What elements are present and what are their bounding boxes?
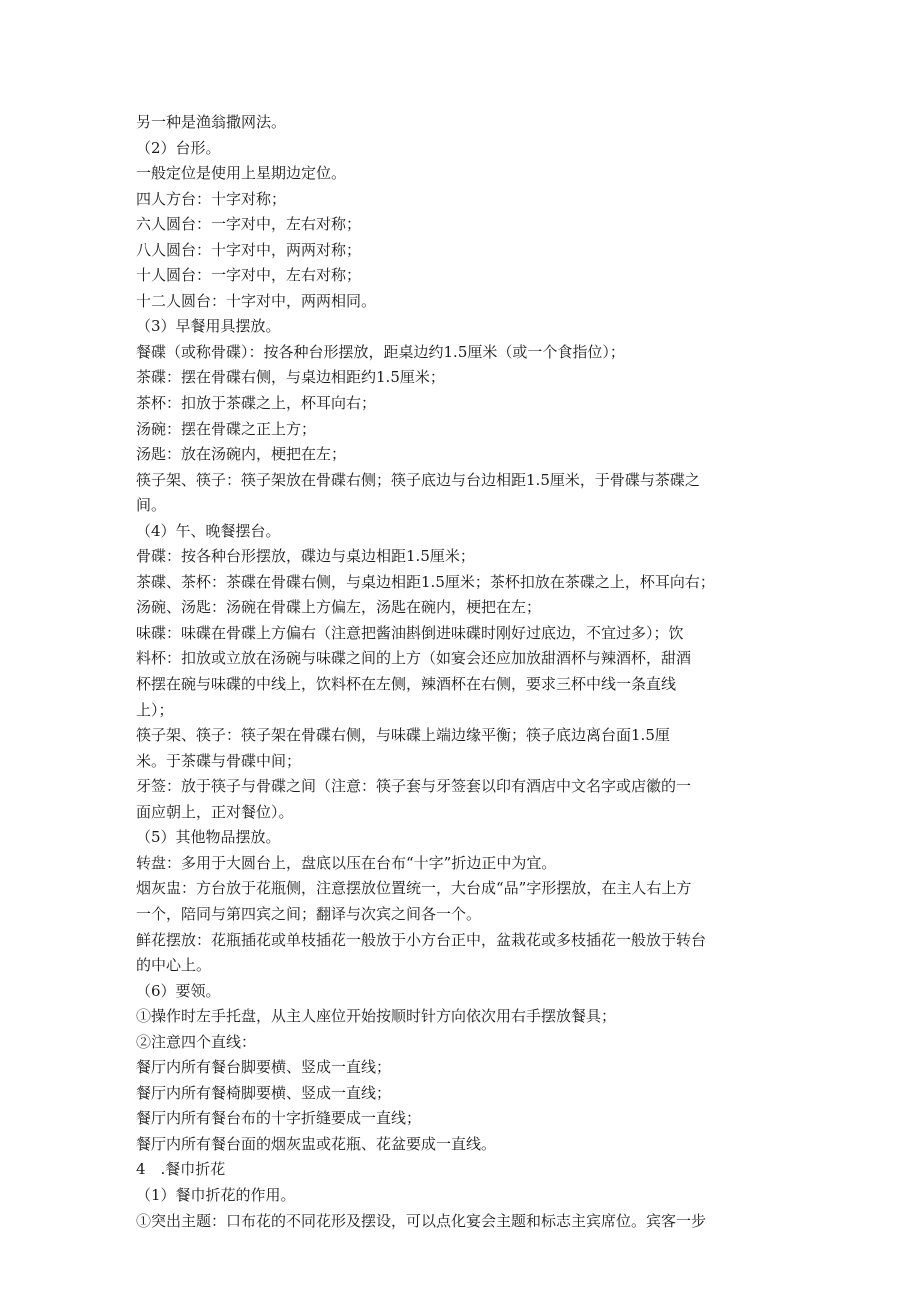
text-line: 餐厅内所有餐台脚要横、竖成一直线； [136,1058,392,1077]
text-line: 汤碗、汤匙：汤碗在骨碟上方偏左，汤匙在碗内，梗把在左； [136,598,542,617]
text-line: 餐厅内所有餐台面的烟灰盅或花瓶、花盆要成一直线。 [136,1134,497,1153]
text-line: 牙签：放于筷子与骨碟之间（注意：筷子套与牙签套以印有酒店中文名字或店徽的一 [136,777,692,796]
text-line: 一个，陪同与第四宾之间；翻译与次宾之间各一个。 [136,904,482,923]
section-heading: （4）午、晚餐摆台。 [136,521,281,540]
text-line: 转盘：多用于大圆台上，盘底以压在台布“十字”折边正中为宜。 [136,853,557,872]
text-line: 四人方台：十字对称； [136,189,287,208]
text-line: 餐厅内所有餐台布的十字折缝要成一直线； [136,1109,422,1128]
text-line: 的中心上。 [136,956,212,975]
text-line: 烟灰盅：方台放于花瓶侧，注意摆放位置统一，大台成“品”字形摆放，在主人右上方 [136,879,692,898]
text-line: 杯摆在碗与味碟的中线上，饮料杯在左侧，辣酒杯在右侧，要求三杯中线一条直线 [136,675,677,694]
text-line: ②注意四个直线： [136,1032,257,1051]
text-line: ①操作时左手托盘，从主人座位开始按顺时针方向依次用右手摆放餐具； [136,1007,617,1026]
document-body [136,110,786,1234]
text-line: 料杯：扣放或立放在汤碗与味碟之间的上方（如宴会还应加放甜酒杯与辣酒杯，甜酒 [136,649,692,668]
text-line: 茶碟、茶杯：茶碟在骨碟右侧，与桌边相距1.5厘米；茶杯扣放在茶碟之上，杯耳向右； [136,572,715,591]
text-line: 上）； [136,700,174,719]
chapter-heading: 4 .餐巾折花 [136,1160,226,1179]
section-heading: （6）要领。 [136,981,221,1000]
text-line: 餐厅内所有餐椅脚要横、竖成一直线； [136,1083,392,1102]
text-line: 米。于茶碟与骨碟中间； [136,751,302,770]
text-line: 六人圆台：一字对中，左右对称； [136,215,362,234]
text-line: 筷子架、筷子：筷子架放在骨碟右侧；筷子底边与台边相距1.5厘米，于骨碟与茶碟之 [136,470,700,489]
text-line: 骨碟：按各种台形摆放，碟边与桌边相距1.5厘米； [136,547,475,566]
text-line: 味碟：味碟在骨碟上方偏右（注意把酱油斟倒进味碟时刚好过底边，不宜过多）；饮 [136,623,684,642]
text-line: 另一种是渔翁撒网法。 [136,113,287,131]
text-line: 间。 [136,496,167,515]
text-line: 餐碟（或称骨碟）：按各种台形摆放，距桌边约1.5厘米（或一个食指位）； [136,342,625,361]
text-line: 鲜花摆放：花瓶插花或单枝插花一般放于小方台正中，盆栽花或多枝插花一般放于转台 [136,930,707,949]
text-line: ①突出主题：口布花的不同花形及摆设，可以点化宴会主题和标志主宾席位。宾客一步 [136,1211,707,1230]
text-line: 汤匙：放在汤碗内，梗把在左； [136,445,347,464]
text-line: 茶杯：扣放于茶碟之上，杯耳向右； [136,394,377,413]
text-line: 筷子架、筷子：筷子架在骨碟右侧，与味碟上端边缘平衡；筷子底边离台面1.5厘 [136,726,670,745]
section-heading: （1）餐巾折花的作用。 [136,1185,296,1204]
text-line: 十人圆台：一字对中，左右对称； [136,266,362,285]
section-heading: （3）早餐用具摆放。 [136,317,281,336]
text-line: 茶碟：摆在骨碟右侧，与桌边相距约1.5厘米； [136,368,445,387]
text-line: 一般定位是使用上星期边定位。 [136,164,347,183]
text-line: 汤碗：摆在骨碟之正上方； [136,419,317,438]
text-line: 十二人圆台：十字对中，两两相同。 [136,291,377,310]
section-heading: （5）其他物品摆放。 [136,828,281,847]
section-heading: （2）台形。 [136,138,221,157]
text-line: 八人圆台：十字对中，两两对称； [136,240,362,259]
text-line: 面应朝上，正对餐位）。 [136,802,294,821]
